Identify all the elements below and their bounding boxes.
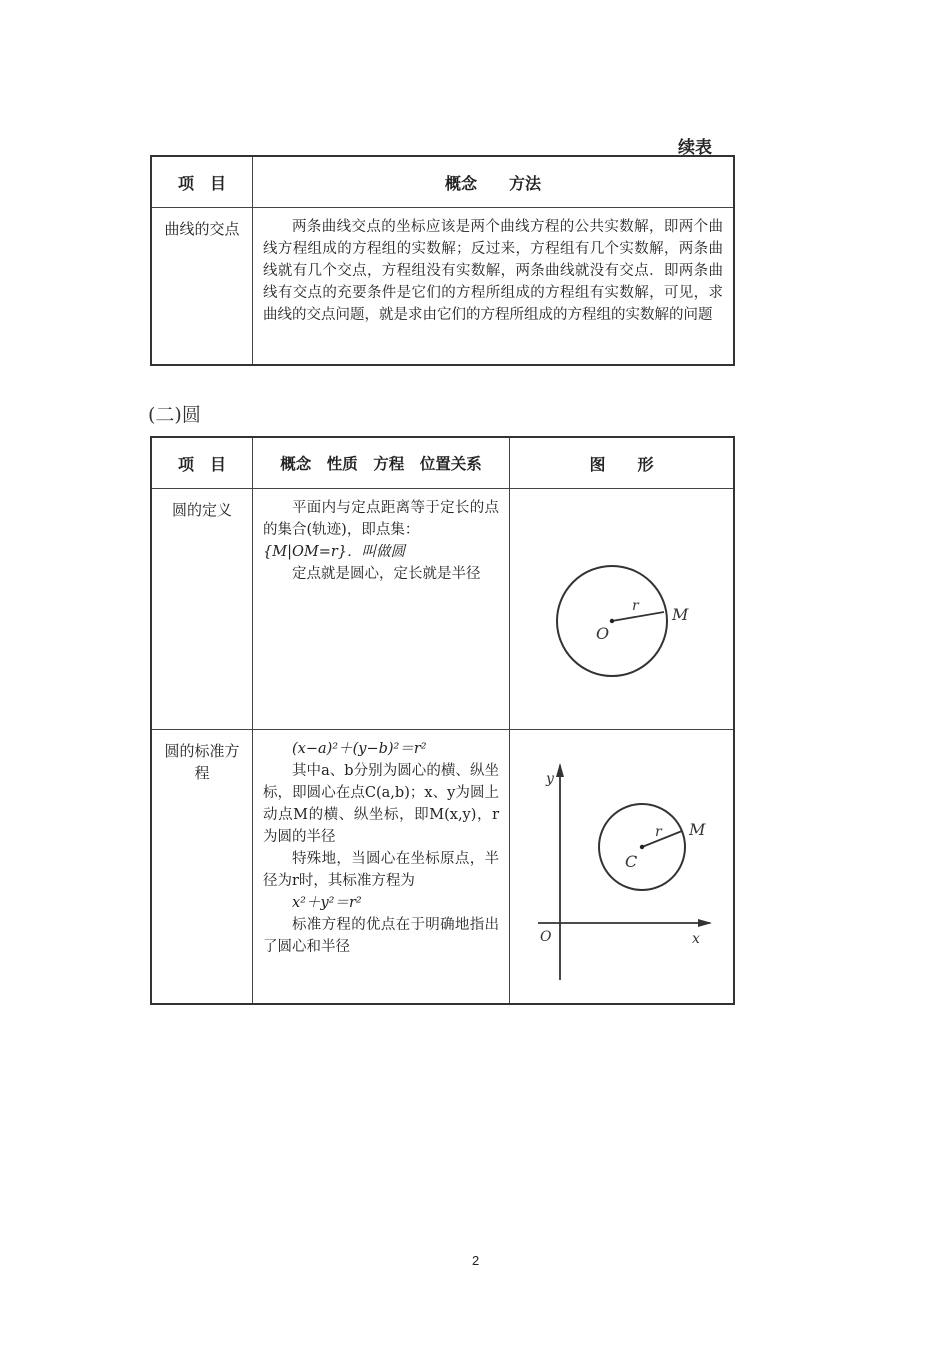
table2-row-standard-equation [151, 730, 734, 1005]
table2-header-concept: 概念 性质 方程 位置关系 [253, 437, 510, 489]
table2-header-item: 项 目 [151, 437, 253, 489]
table1-header-concept: 概念 方法 [253, 156, 735, 208]
intersection-table [150, 155, 735, 366]
definition-paragraph-1: 平面内与定点距离等于定长的点的集合(轨迹)，即点集： [263, 500, 499, 538]
point-label: M [671, 605, 688, 624]
coordinate-circle-diagram [512, 735, 732, 995]
origin-label: O [539, 928, 551, 945]
center-point [639, 844, 643, 848]
table2-item-definition: 圆的定义 [151, 489, 253, 730]
figure-standard-equation [510, 730, 735, 1005]
table2-header-row [151, 437, 734, 489]
circle-table [150, 436, 735, 1005]
center-label: C [624, 851, 637, 871]
center-point [609, 619, 613, 623]
circle-definition-diagram [512, 497, 732, 717]
table2-body-definition [253, 489, 510, 730]
point-label: M [688, 819, 705, 839]
table1-body-cell [253, 208, 735, 366]
definition-paragraph-3: 定点就是圆心，定长就是半径 [292, 566, 481, 582]
advantage-text: 标准方程的优点在于明确地指出了圆心和半径 [263, 917, 499, 955]
equation-origin: x²＋y²＝r² [292, 895, 362, 911]
table1-header-row [151, 156, 734, 208]
table1-header-item: 项 目 [151, 156, 253, 208]
x-axis-label: x [691, 930, 700, 947]
table2-row-definition [151, 489, 734, 730]
y-axis-label: y [545, 770, 554, 787]
continued-label: 续表 [678, 138, 712, 158]
radius-line [642, 831, 682, 847]
figure-circle-definition [510, 489, 735, 730]
table1-row-intersection [151, 208, 734, 366]
page-number: 2 [472, 1253, 480, 1268]
equation-general: (x−a)²＋(y−b)²＝r² [292, 741, 427, 757]
radius-label: r [654, 823, 662, 840]
definition-paragraph-2: {M|OM=r}．叫做圆 [263, 544, 405, 560]
table1-item-cell: 曲线的交点 [151, 208, 253, 366]
table2-header-figure: 图 形 [510, 437, 735, 489]
table1-body-text: 两条曲线交点的坐标应该是两个曲线方程的公共实数解，即两个曲线方程组成的方程组的实数解；反过来，方程组有几个实数解，两条曲线就有几个交点，方程组没有实数解，两条曲线就没有交点．即两条曲线有交点的充要条件是它们的方程所组成的方程组有实数解，可见，求曲线的交点问题，就是求由它们的方程所组成的方程组的实数解的问题 [263, 219, 723, 323]
center-label: O [595, 624, 609, 643]
table2-body-standard-equation [253, 730, 510, 1005]
x-axis-arrow [698, 919, 712, 927]
special-case-text: 特殊地，当圆心在坐标原点，半径为r时，其标准方程为 [263, 851, 499, 889]
section-title: (二)圆 [148, 404, 201, 426]
table2-item-standard-equation: 圆的标准方程 [151, 730, 253, 1005]
equation-explanation: 其中a、b分别为圆心的横、纵坐标，即圆心在点C(a,b)；x、y为圆上动点M的横、纵坐标，即M(x,y)，r为圆的半径 [263, 763, 499, 845]
radius-label: r [631, 598, 639, 614]
y-axis-arrow [556, 763, 564, 777]
